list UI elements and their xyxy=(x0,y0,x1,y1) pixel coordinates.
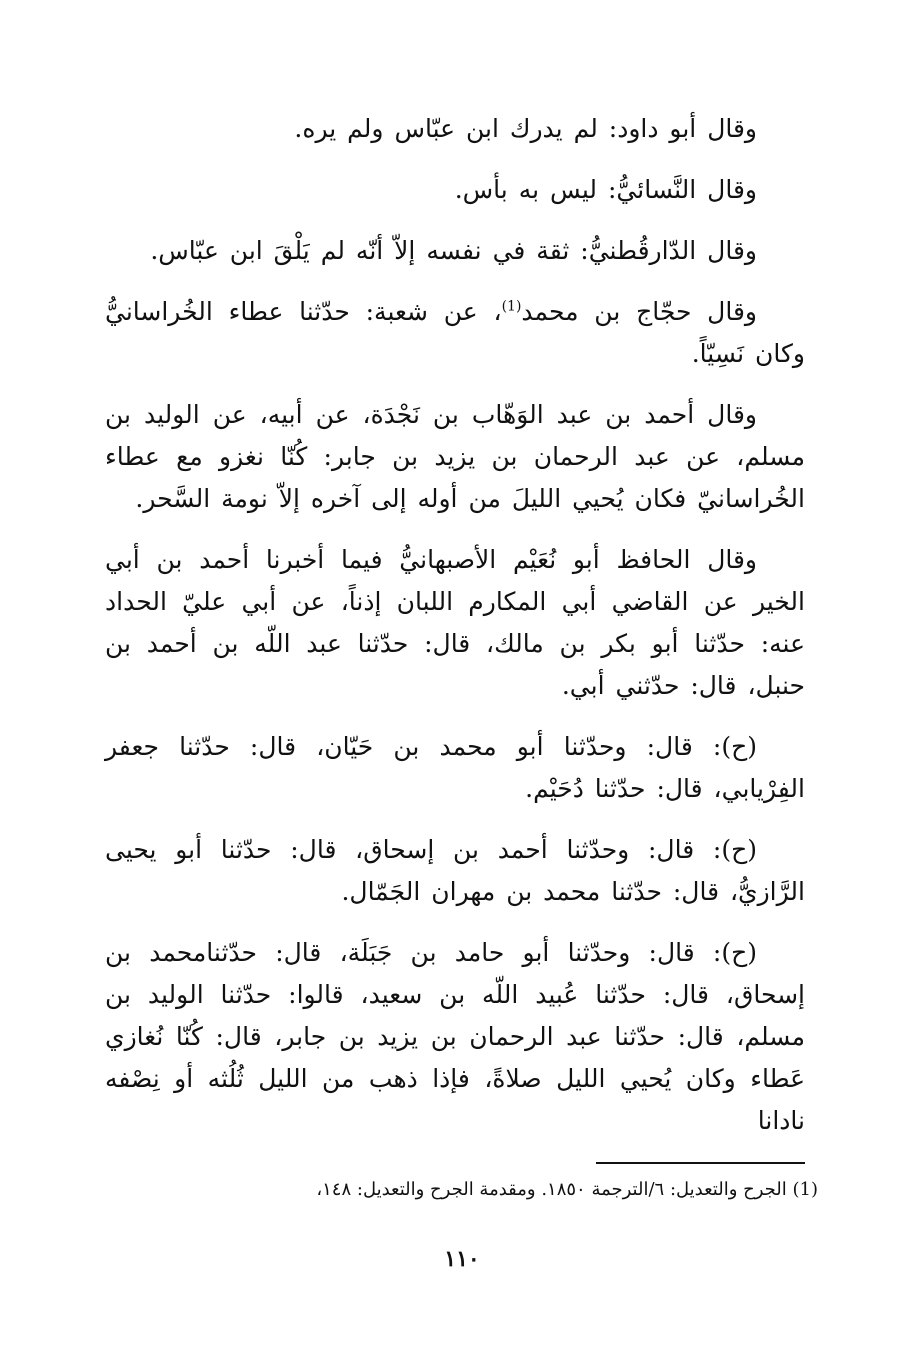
paragraph-ishaq: (ح): قال: وحدّثنا أحمد بن إسحاق، قال: حدّثنا أبو يحيى الرَّازيُّ، قال: حدّثنا محمد بن مهران الجَمّال. xyxy=(105,835,805,906)
paragraph-abu-nuaym: وقال الحافظ أبو نُعَيْم الأصبهانيُّ فيما أخبرنا أحمد بن أبي الخير عن القاضي أبي المكارم اللبان إذناً، عن أبي عليّ الحداد عنه: حدّثنا أبو بكر بن مالك، قال: حدّثنا عبد اللّه بن أحمد بن حنبل، قال: حدّثني أبي. xyxy=(105,545,805,700)
footnote: (1) الجرح والتعديل: ٦/الترجمة ١٨٥٠. ومقدمة الجرح والتعديل: ١٤٨، xyxy=(316,1179,818,1200)
paragraph-daraqutni: وقال الدّارقُطنيُّ: ثقة في نفسه إلاّ أنّه لم يَلْقَ ابن عبّاس. xyxy=(150,236,757,265)
footnote-marker: (1) xyxy=(501,298,522,315)
footnote-divider xyxy=(596,1162,805,1164)
paragraph-nasai: وقال النَّسائيُّ: ليس به بأس. xyxy=(454,175,757,204)
paragraph-jabala: (ح): قال: وحدّثنا أبو حامد بن جَبَلَة، قال: حدّثنامحمد بن إسحاق، قال: حدّثنا عُبيد اللّه بن سعيد، قالوا: حدّثنا الوليد بن مسلم، قال: حدّثنا عبد الرحمان بن يزيد بن جابر، قال: كُنّا نُغازي عَطاء وكان يُحيي الليل صلاةً، فإذا ذهب من الليل ثُلُثه أو نِصْفه نادانا xyxy=(105,938,805,1135)
paragraph-hajjaj-part2: ، عن شعبة: حدّثنا عطاء الخُراسانيُّ وكان نَسِيّاً. xyxy=(105,297,805,368)
paragraph-hajjaj xyxy=(105,291,805,375)
page-number: ١١٠ xyxy=(444,1246,480,1272)
paragraph-hajjaj-part1: وقال حجّاج بن محمد xyxy=(521,297,757,326)
paragraph-hayyan: (ح): قال: وحدّثنا أبو محمد بن حَيّان، قال: حدّثنا جعفر الفِرْيابي، قال: حدّثنا دُحَيْم. xyxy=(105,732,805,803)
paragraph-ahmad-najda: وقال أحمد بن عبد الوَهّاب بن نَجْدَة، عن أبيه، عن الوليد بن مسلم، عن عبد الرحمان بن يزيد بن جابر: كُنّا نغزو مع عطاء الخُراسانيّ فكان يُحيي الليلَ من أوله إلى آخره إلاّ نومة السَّحر. xyxy=(105,400,805,513)
paragraph-abu-dawud: وقال أبو داود: لم يدرك ابن عبّاس ولم يره. xyxy=(294,114,757,143)
main-text xyxy=(105,108,805,1142)
